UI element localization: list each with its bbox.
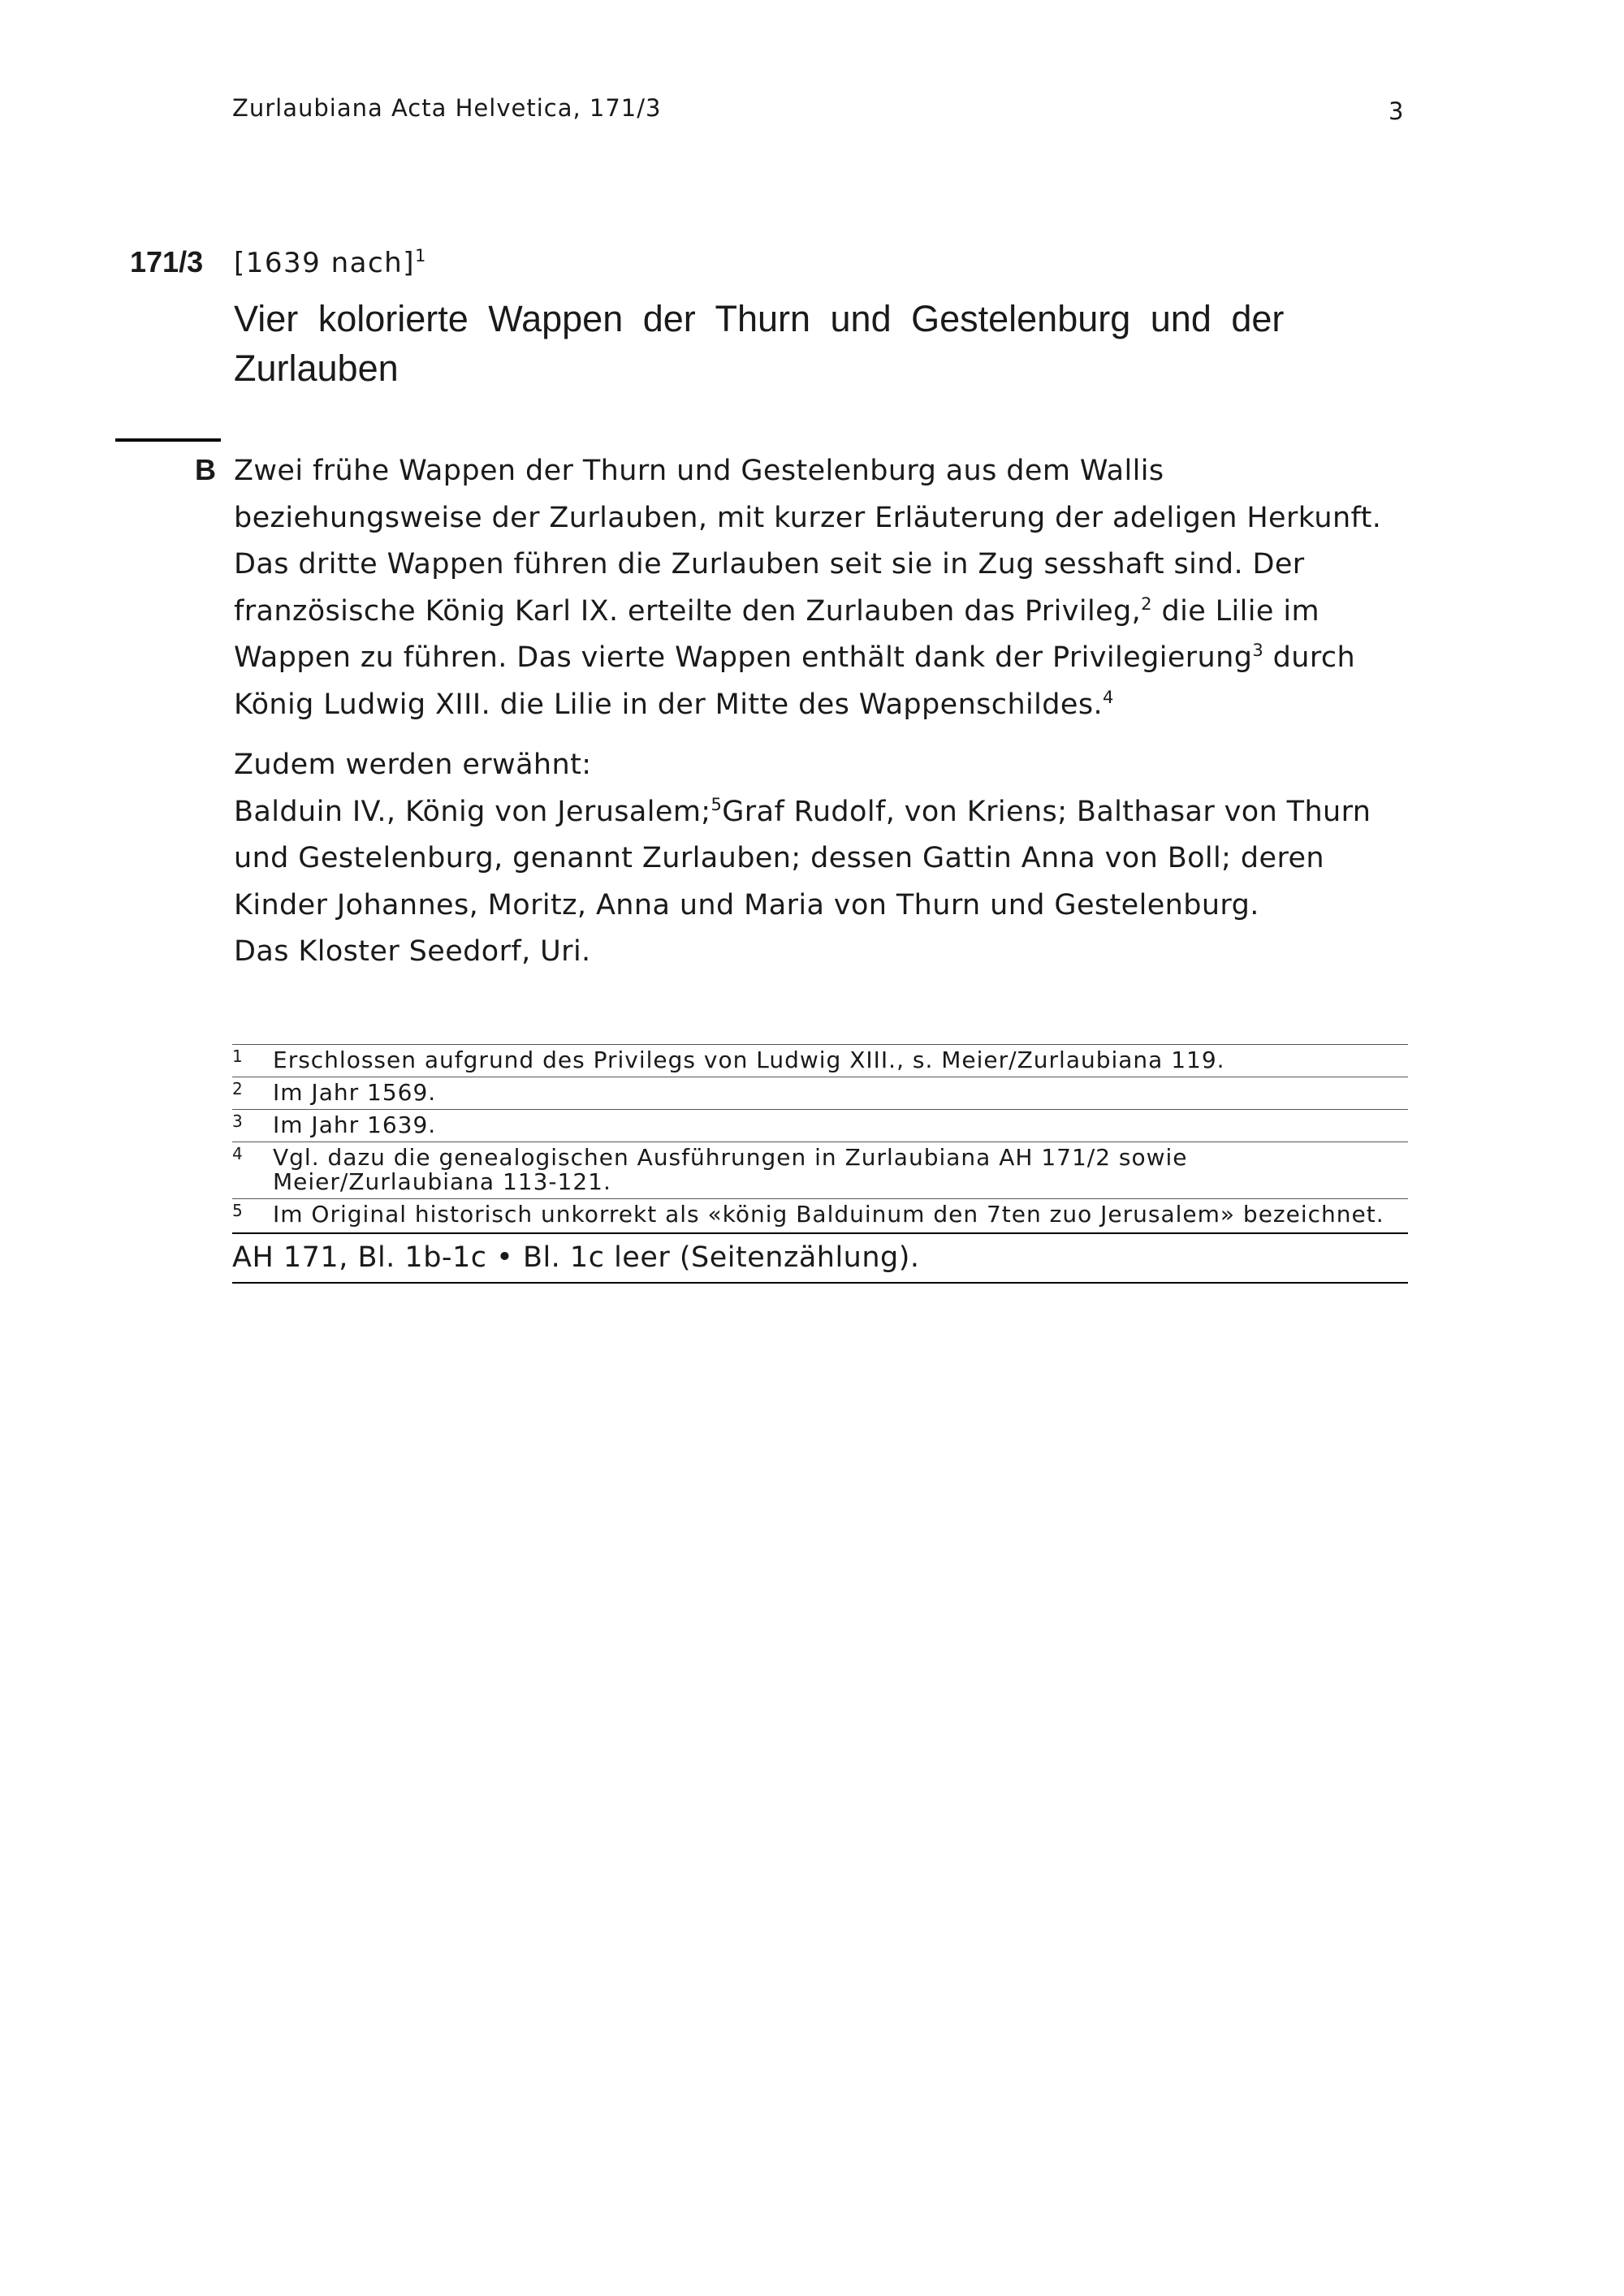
footnote-ref-1[interactable]: 1 — [415, 246, 427, 265]
footnote-number: 1 — [232, 1047, 244, 1066]
mentions-persons-b: Graf Rudolf, von Kriens; Balthasar von Thurn und Gestelenburg, genannt Zurlauben; dessen Gattin Anna von Boll; deren Kinder Johannes, Moritz, Anna und Maria von Thurn und Gestelenburg. — [234, 795, 1371, 921]
footnote-1 — [232, 1044, 1408, 1077]
footnote-text: Im Jahr 1639. — [273, 1111, 437, 1138]
footnotes — [232, 1044, 1408, 1284]
mentions-intro: Zudem werden erwähnt: — [234, 749, 592, 781]
footnote-text: Erschlossen aufgrund des Privilegs von Ludwig XIII., s. Meier/Zurlaubiana 119. — [273, 1047, 1225, 1073]
mentions-places: Das Kloster Seedorf, Uri. — [234, 935, 591, 968]
running-head: Zurlaubiana Acta Helvetica, 171/3 — [232, 94, 662, 122]
entry-title: Vier kolorierte Wappen der Thurn und Gestelenburg und der Zurlauben — [234, 298, 1285, 389]
footnote-4 — [232, 1142, 1408, 1198]
footnote-ref-2[interactable]: 2 — [1141, 593, 1152, 614]
main-paragraph — [234, 448, 1403, 728]
source-reference: AH 171, Bl. 1b-1c • Bl. 1c leer (Seitenzählung). — [232, 1232, 1408, 1284]
mentions-paragraph — [234, 742, 1403, 976]
footnote-text: Im Original historisch unkorrekt als «könig Balduinum den 7ten zuo Jerusalem» bezeichnet. — [273, 1201, 1384, 1228]
main-text-part3: durch König Ludwig XIII. die Lilie in der Mitte des Wappenschildes. — [234, 641, 1356, 721]
footnote-number: 5 — [232, 1201, 244, 1220]
footnote-number: 3 — [232, 1111, 244, 1131]
footnote-3 — [232, 1109, 1408, 1142]
section-divider — [115, 438, 221, 442]
footnote-ref-5[interactable]: 5 — [710, 794, 723, 814]
entry-date — [234, 247, 427, 279]
footnote-text: Im Jahr 1569. — [273, 1079, 437, 1106]
footnote-ref-3[interactable]: 3 — [1252, 641, 1264, 660]
entry-date-text: [1639 nach] — [234, 247, 415, 279]
footnote-text: Vgl. dazu die genealogischen Ausführungen in Zurlaubiana AH 171/2 sowie Meier/Zurlaubiana 113-121. — [273, 1144, 1188, 1195]
mentions-persons-a: Balduin IV., König von Jerusalem; — [234, 795, 711, 828]
footnote-number: 4 — [232, 1144, 244, 1163]
footnote-number: 2 — [232, 1079, 244, 1098]
footnote-2 — [232, 1077, 1408, 1109]
footnote-5 — [232, 1198, 1408, 1231]
entry-number: 171/3 — [130, 245, 204, 278]
main-text-part2: die Lilie im Wappen zu führen. Das vierte Wappen enthält dank der Privilegierung — [234, 594, 1320, 674]
main-text-part1: Zwei frühe Wappen der Thurn und Gestelenburg aus dem Wallis beziehungsweise der Zurlauben, mit kurzer Erläuterung der adeligen Herkunft. Das dritte Wappen führen die Zurlauben seit sie in Zug sesshaft sind. Der französische König Karl IX. erteilte den Zurlauben das Privileg, — [234, 455, 1382, 628]
page-number: 3 — [1389, 97, 1404, 125]
section-label: B — [195, 453, 216, 486]
footnote-ref-4[interactable]: 4 — [1103, 687, 1114, 707]
